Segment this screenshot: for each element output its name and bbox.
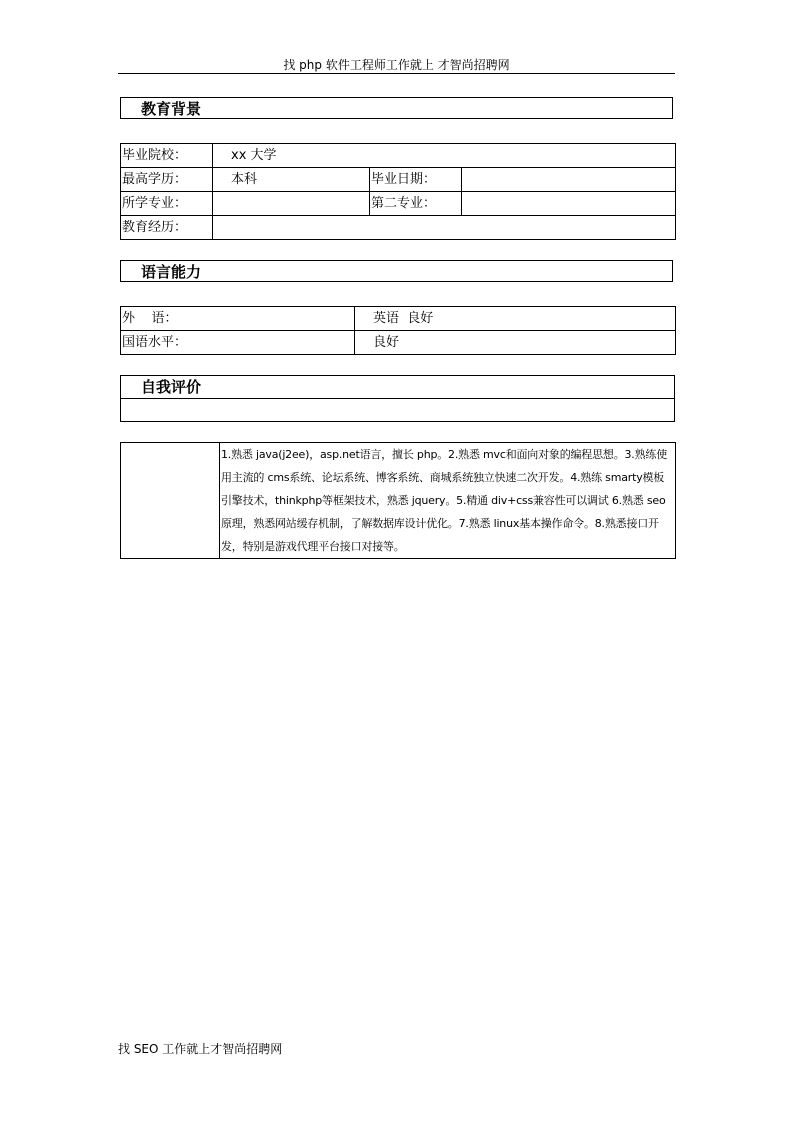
experience-value bbox=[213, 216, 676, 240]
self-eval-section-title: 自我评价 bbox=[141, 378, 202, 396]
table-row bbox=[121, 443, 676, 559]
education-table bbox=[120, 143, 676, 240]
foreign-language-label: 外 语： bbox=[121, 307, 355, 331]
grad-date-label: 毕业日期： bbox=[370, 168, 462, 192]
school-value: xx 大学 bbox=[213, 144, 676, 168]
degree-value: 本科 bbox=[213, 168, 370, 192]
major-value bbox=[213, 192, 370, 216]
table-row bbox=[121, 307, 676, 331]
table-row bbox=[121, 168, 676, 192]
table-row bbox=[121, 192, 676, 216]
self-eval-blank-row bbox=[120, 398, 675, 422]
table-row bbox=[121, 216, 676, 240]
table-row bbox=[121, 144, 676, 168]
header-divider bbox=[118, 73, 675, 74]
school-label: 毕业院校： bbox=[121, 144, 213, 168]
language-section-header bbox=[120, 260, 673, 282]
second-major-value bbox=[462, 192, 676, 216]
self-eval-content: 1.熟悉 java(j2ee)，asp.net语言，擅长 php。2.熟悉 mvc和面向对象的编程思想。3.熟练使用主流的 cms系统、论坛系统、博客系统、商城系统独立快速二次开发。4.熟练 smarty模板引擎技术，thinkphp等框架技术，熟悉 jquery。5.精通 div+css兼容性可以调试 6.熟悉 seo原理，熟悉网站缓存机制，了解数据库设计优化。7.熟悉 linux基本操作命令。8.熟悉接口开发，特别是游戏代理平台接口对接等。 bbox=[221, 448, 668, 553]
education-section-header bbox=[120, 97, 673, 119]
education-section-title: 教育背景 bbox=[141, 100, 202, 118]
foreign-language-value: 英语 良好 bbox=[355, 307, 676, 331]
major-label: 所学专业： bbox=[121, 192, 213, 216]
self-eval-table bbox=[120, 442, 676, 559]
self-eval-left-cell bbox=[121, 443, 220, 559]
page-footer: 找 SEO 工作就上才智尚招聘网 bbox=[118, 1042, 283, 1056]
table-row bbox=[121, 331, 676, 355]
degree-label: 最高学历： bbox=[121, 168, 213, 192]
mandarin-value: 良好 bbox=[355, 331, 676, 355]
language-section-title: 语言能力 bbox=[141, 263, 202, 281]
mandarin-label: 国语水平： bbox=[121, 331, 355, 355]
second-major-label: 第二专业： bbox=[370, 192, 462, 216]
grad-date-value bbox=[462, 168, 676, 192]
language-table bbox=[120, 306, 676, 355]
experience-label: 教育经历： bbox=[121, 216, 213, 240]
page-header: 找 php 软件工程师工作就上 才智尚招聘网 bbox=[283, 58, 510, 72]
self-eval-content-cell bbox=[220, 443, 676, 559]
self-eval-section-header bbox=[120, 375, 675, 399]
